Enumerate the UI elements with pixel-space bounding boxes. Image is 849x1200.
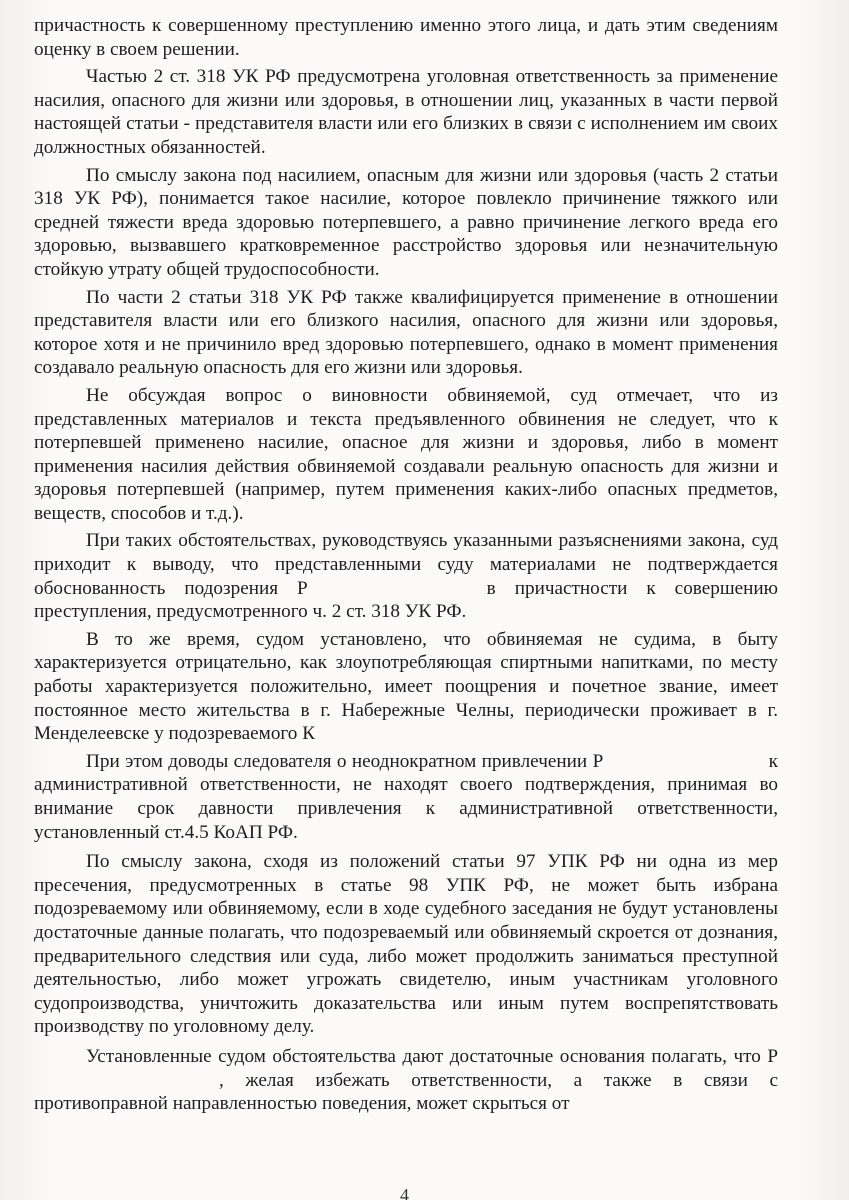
paragraph-10	[34, 1045, 778, 1116]
paragraph-6-end: в причастности к совершению преступления, предусмотренного ч. 2 ст. 318 УК РФ.	[34, 577, 779, 623]
paragraph-9: По смыслу закона, сходя из положений статьи 97 УПК РФ ни одна из мер пресечения, предусмотренных в статье 98 УПК РФ, не может быть избрана подозреваемому или обвиняемому, если в ходе судебного заседания не будут установлены достаточные данные полагать, что подозреваемый или обвиняемый скроется от дознания, предварительного следствия или суда, либо может продолжить заниматься преступной деятельностью, либо может угрожать свидетелю, иным участникам уголовного судопроизводства, уничтожить доказательства или иным путем воспрепятствовать производству по уголовному делу.	[34, 851, 778, 1038]
page-number: 4	[400, 1185, 409, 1200]
paragraph-7: В то же время, судом установлено, что обвиняемая не судима, в быту характеризуется отрицательно, как злоупотребляющая спиртными напитками, по месту работы характеризуется положительно, имеет поощрения и почетное звание, имеет постоянное место жительства в г. Набережные Челны, периодически проживает в г. Менделеевске у подозреваемого К	[34, 628, 778, 745]
paragraph-8-end: к административной ответственности, не находят своего подтверждения, принимая во внимание срок давности привлечения к административной ответственности, установленный ст.4.5 КоАП РФ.	[34, 750, 778, 843]
paragraph-6	[34, 529, 778, 623]
paragraph-8	[34, 750, 778, 844]
paragraph-10-end: , желая избежать ответственности, а также в связи с противоправной направленностью поведения, может скрыться от	[34, 1069, 778, 1115]
document-body	[34, 14, 778, 1120]
paragraph-10-start: Установленные судом обстоятельства дают достаточные основания полагать, что Р	[86, 1045, 778, 1067]
paragraph-5: Не обсуждая вопрос о виновности обвиняемой, суд отмечает, что из представленных материалов и текста предъявленного обвинения не следует, что к потерпевшей применено насилие, опасное для жизни и здоровья, либо в момент применения насилия действия обвиняемой создавали реальную опасность для жизни и здоровья потерпевшей (например, путем применения каких-либо опасных предметов, веществ, способов и т.д.).	[34, 384, 778, 524]
paragraph-2: Частью 2 ст. 318 УК РФ предусмотрена уголовная ответственность за применение насилия, опасного для жизни или здоровья, в отношении лиц, указанных в части первой настоящей статьи - представителя власти или его близких в связи с исполнением им своих должностных обязанностей.	[34, 66, 778, 158]
paragraph-8-start: При этом доводы следователя о неоднократном привлечении Р	[86, 750, 604, 772]
paragraph-6-start: При таких обстоятельствах, руководствуясь указанными разъяснениями закона, суд приходит к выводу, что представленными суду материалами не подтверждается обоснованность подозрения Р	[34, 530, 778, 599]
paragraph-1: причастность к совершенному преступлению именно этого лица, и дать этим сведениям оценку в своем решении.	[34, 15, 778, 60]
paragraph-3: По смыслу закона под насилием, опасным для жизни или здоровья (часть 2 статьи 318 УК РФ), понимается такое насилие, которое повлекло причинение тяжкого или средней тяжести вреда здоровью потерпевшего, а равно причинение легкого вреда его здоровью, вызвавшего кратковременное расстройство здоровья или незначительную стойкую утрату общей трудоспособности.	[34, 164, 778, 280]
paragraph-4: По части 2 статьи 318 УК РФ также квалифицируется применение в отношении представителя власти или его близкого насилия, опасного для жизни или здоровья, которое хотя и не причинило вред здоровью потерпевшего, однако в момент применения создавало реальную опасность для его жизни или здоровья.	[34, 286, 778, 379]
